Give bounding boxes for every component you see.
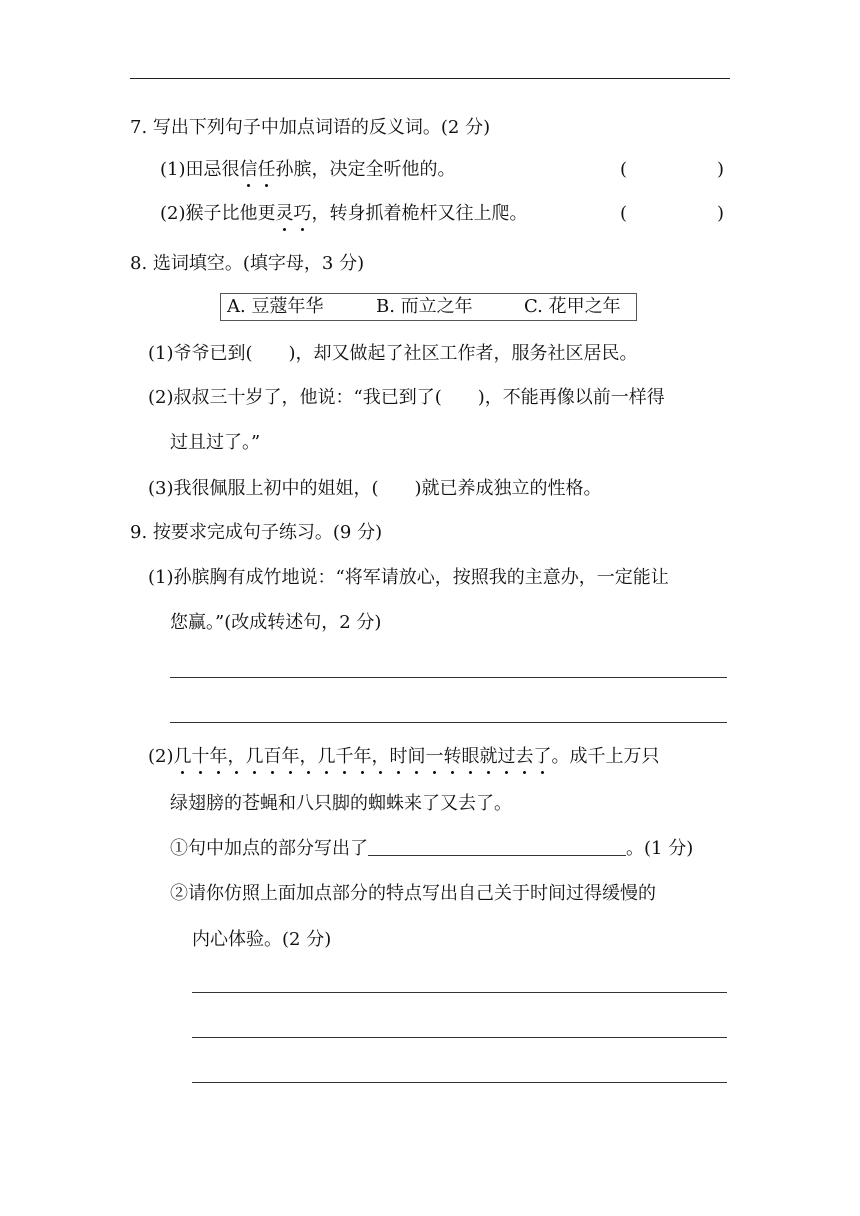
q9-sub-2-line-2: 内心体验。(2 分) [192,929,332,950]
q7-item-1-pre: (1)田忌很 [160,159,240,180]
inline-answer-blank[interactable] [368,837,626,856]
header-rule [130,78,730,79]
q9-item-1-line-2: 您赢。”(改成转述句，2 分) [170,612,382,633]
emphasis-char: 几 [317,746,336,767]
q7-item-1 [160,158,456,182]
q9-sub-1-pre: ①句中加点的部分写出了 [170,838,368,859]
answer-paren-close: ) [717,203,725,224]
answer-paren-close: ) [717,159,725,180]
answer-line[interactable] [192,992,727,993]
emphasis-char: 去 [515,746,534,767]
emphasis-char: 了 [533,746,552,767]
options-box [220,293,637,321]
emphasis-char: 就 [479,746,498,767]
q7-item-2 [160,202,528,226]
q9-title: 9. 按要求完成句子练习。(9 分) [130,522,383,543]
emphasis-char: ， [299,746,318,767]
option-c: C. 花甲之年 [524,296,621,317]
q8-item-1: (1)爷爷已到( )，却又做起了社区工作者，服务社区居民。 [148,343,638,364]
emphasis-char: 任 [257,159,276,180]
answer-paren-open: ( [620,159,628,180]
emphasis-char: 间 [407,746,426,767]
answer-paren-open: ( [620,203,628,224]
q7-item-2-post: ，转身抓着桅杆又往上爬。 [311,203,528,224]
emphasis-char: 灵 [275,203,294,224]
emphasis-char: 过 [497,746,516,767]
q7-item-1-post: 孙膑，决定全听他的。 [275,159,456,180]
answer-line[interactable] [170,677,727,678]
q9-item-2-prefix: (2) [148,746,174,767]
emphasis-char: 年 [353,746,372,767]
q9-sub-2-line-1: ②请你仿照上面加点部分的特点写出自己关于时间过得缓慢的 [170,883,656,904]
q8-item-2-line-2: 过且过了。” [170,432,261,453]
emphasis-char: 年 [281,746,300,767]
q9-item-2-post: 。成千上万只 [551,746,660,767]
q9-item-2-line-2: 绿翅膀的苍蝇和八只脚的蜘蛛来了又去了。 [170,793,512,814]
emphasis-char: 转 [443,746,462,767]
q9-sub-1 [170,837,693,861]
emphasis-char: 眼 [461,746,480,767]
option-b: B. 而立之年 [376,296,473,317]
emphasis-char: 几 [173,746,192,767]
answer-line[interactable] [192,1037,727,1038]
q8-item-3: (3)我很佩服上初中的姐姐，( )就已养成独立的性格。 [148,478,602,499]
q9-item-1-line-1: (1)孙膑胸有成竹地说：“将军请放心，按照我的主意办，一定能让 [148,567,669,588]
emphasis-char: 信 [239,159,258,180]
emphasis-char: 一 [425,746,444,767]
q8-title: 8. 选词填空。(填字母，3 分) [130,253,365,274]
emphasis-char: ， [371,746,390,767]
q7-title: 7. 写出下列句子中加点词语的反义词。(2 分) [130,117,491,138]
emphasis-char: 千 [335,746,354,767]
emphasis-char: 十 [191,746,210,767]
q9-sub-1-post: 。(1 分) [626,838,694,859]
answer-line[interactable] [192,1082,727,1083]
q9-item-2-line-1 [148,745,660,769]
answer-line[interactable] [170,722,727,723]
emphasis-char: 几 [245,746,264,767]
emphasis-char: 年 [209,746,228,767]
q8-item-2-line-1: (2)叔叔三十岁了，他说：“我已到了( )，不能再像以前一样得 [148,387,665,408]
option-a: A. 豆蔻年华 [227,296,324,317]
emphasis-char: 时 [389,746,408,767]
emphasis-char: 巧 [293,203,312,224]
emphasis-char: 百 [263,746,282,767]
q7-item-2-pre: (2)猴子比他更 [160,203,276,224]
emphasis-char: ， [227,746,246,767]
